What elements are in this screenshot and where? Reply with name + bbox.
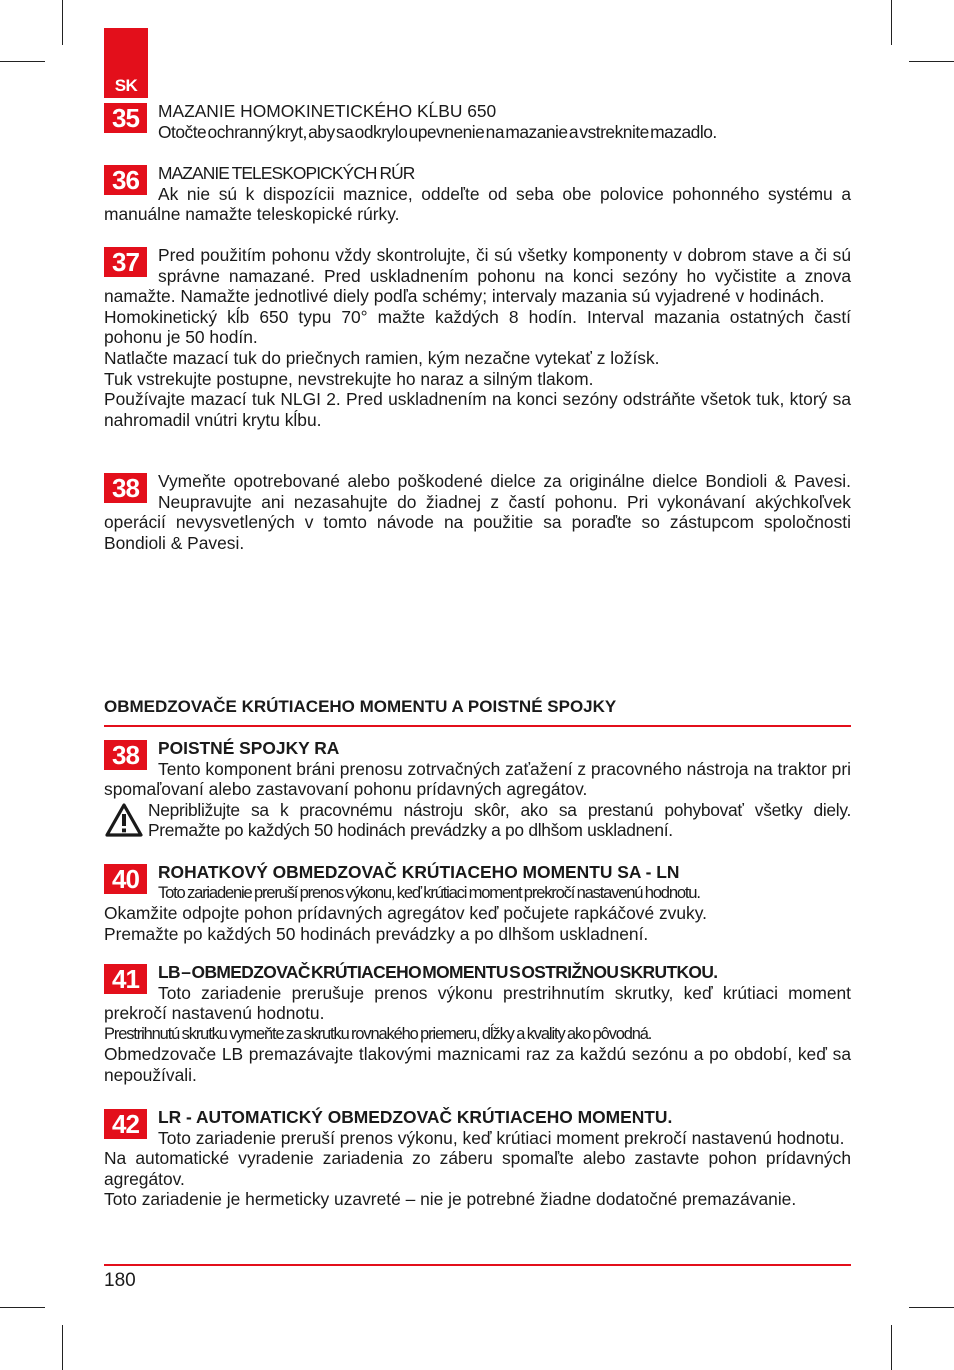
section-40 [104,862,851,944]
section-36 [104,163,851,225]
crop-mark [62,0,63,45]
section-title: ROHATKOVÝ OBMEDZOVAČ KRÚTIACEHO MOMENTU SA - LN [158,862,680,882]
page-number: 180 [104,1270,136,1291]
footer-divider [104,1264,851,1266]
section-37 [104,245,851,430]
paragraph: Otočte ochranný kryt, aby sa odkrylo upevnenie na mazanie a vstreknite mazadlo. [158,121,717,142]
section-41 [104,962,851,1086]
section-title: LB – OBMEDZOVAČ KRÚTIACEHO MOMENTU S OSTRIŽNOU SKRUTKOU. [158,962,718,982]
step-number-badge: 38 [104,473,147,503]
chapter-heading: OBMEDZOVAČE KRÚTIACEHO MOMENTU A POISTNÉ SPOJKY [104,697,851,727]
paragraph: Ak nie sú k dispozícii maznice, oddeľte od seba obe polovice pohonného systému a manuálne namažte teleskopické rúrky. [104,183,851,225]
crop-mark [909,1307,954,1308]
section-42 [104,1107,851,1210]
paragraph: Vymeňte opotrebované alebo poškodené dielce za originálne dielce Bondioli & Pavesi. Neupravujte ani nezasahujte do žiadnej z častí pohonu. Pri vykonávaní akýchkoľvek operácií nevysvetlených v tomto návode na použitie sa poraďte so zástupcom spoločnosti Bondioli & Pavesi. [104,471,851,553]
paragraph: Na automatické vyradenie zariadenia zo záberu spomaľte alebo zastavte pohon prídavných agregátov. [104,1148,851,1189]
paragraph: Tento komponent bráni prenosu zotrvačných zaťažení z pracovného nástroja na traktor pri spomaľovaní alebo zastavovaní pohonu prídavných agregátov. [104,758,851,800]
section-38-ra [104,738,851,841]
paragraph: Natlačte mazací tuk do priečnych ramien, kým nezačne vytekať z ložísk. [104,347,660,368]
warning-triangle-icon [104,802,144,838]
paragraph: Pred použitím pohonu vždy skontrolujte, či sú všetky komponenty v dobrom stave a či sú správne namazané. Pred uskladnením pohonu na konci sezóny ho vyčistite a znova namažte. Namažte jednotlivé diely podľa schémy; intervaly mazania sú vyjadrené v hodinách. [104,245,851,307]
crop-mark [909,61,954,62]
section-title: POISTNÉ SPOJKY RA [158,738,340,758]
crop-mark [62,1325,63,1370]
paragraph: Okamžite odpojte pohon prídavných agregátov keď počujete rapkáčové zvuky. [104,903,707,924]
step-number-badge: 35 [104,103,147,133]
step-number-badge: 42 [104,1109,147,1139]
section-title: LR - AUTOMATICKÝ OBMEDZOVAČ KRÚTIACEHO MOMENTU. [158,1107,673,1127]
paragraph: Premažte po každých 50 hodinách prevádzky a po dlhšom uskladnení. [104,923,649,944]
paragraph: Prestrihnutú skrutku vymeňte za skrutku rovnakého priemeru, dĺžky a kvality ako pôvodná. [104,1024,652,1043]
language-tab: SK [104,28,148,98]
step-number-badge: 40 [104,864,147,894]
step-number-badge: 41 [104,964,147,994]
warning-text: Nepribližujte sa k pracovnému nástroju skôr, ako sa prestanú pohybovať všetky diely. Premažte po každých 50 hodinách prevádzky a po dlhšom uskladnení. [148,799,851,841]
paragraph: Obmedzovače LB premazávajte tlakovými maznicami raz za každú sezónu a po období, keď sa nepoužívali. [104,1044,851,1085]
paragraph: Tuk vstrekujte postupne, nevstrekujte ho naraz a silným tlakom. [104,368,594,389]
step-number-badge: 38 [104,740,147,770]
crop-mark [0,61,45,62]
section-38 [104,471,851,553]
crop-mark [891,1325,892,1370]
crop-mark [0,1307,45,1308]
paragraph: Toto zariadenie preruší prenos výkonu, keď krútiaci moment prekročí nastavenú hodnotu. [158,882,700,902]
section-title: MAZANIE HOMOKINETICKÉHO KĹBU 650 [158,101,497,121]
paragraph: Toto zariadenie je hermeticky uzavreté – nie je potrebné žiadne dodatočné premazávanie. [104,1189,797,1210]
section-title: MAZANIE TELESKOPICKÝCH RÚR [158,163,415,183]
paragraph: Používajte mazací tuk NLGI 2. Pred uskladnením na konci sezóny odstráňte všetok tuk, ktorý sa nahromadil vnútri krytu kĺbu. [104,389,851,430]
paragraph: Homokinetický kĺb 650 typu 70° mažte každých 8 hodín. Interval mazania ostatných častí pohonu je 50 hodín. [104,306,851,348]
warning-note [104,800,851,841]
crop-mark [891,0,892,45]
step-number-badge: 36 [104,165,147,195]
section-35 [104,101,851,142]
paragraph: Toto zariadenie preruší prenos výkonu, keď krútiaci moment prekročí nastavenú hodnotu. [158,1127,845,1148]
step-number-badge: 37 [104,247,147,277]
paragraph: Toto zariadenie prerušuje prenos výkonu prestrihnutím skrutky, keď krútiaci moment prekročí nastavenú hodnotu. [104,982,851,1024]
